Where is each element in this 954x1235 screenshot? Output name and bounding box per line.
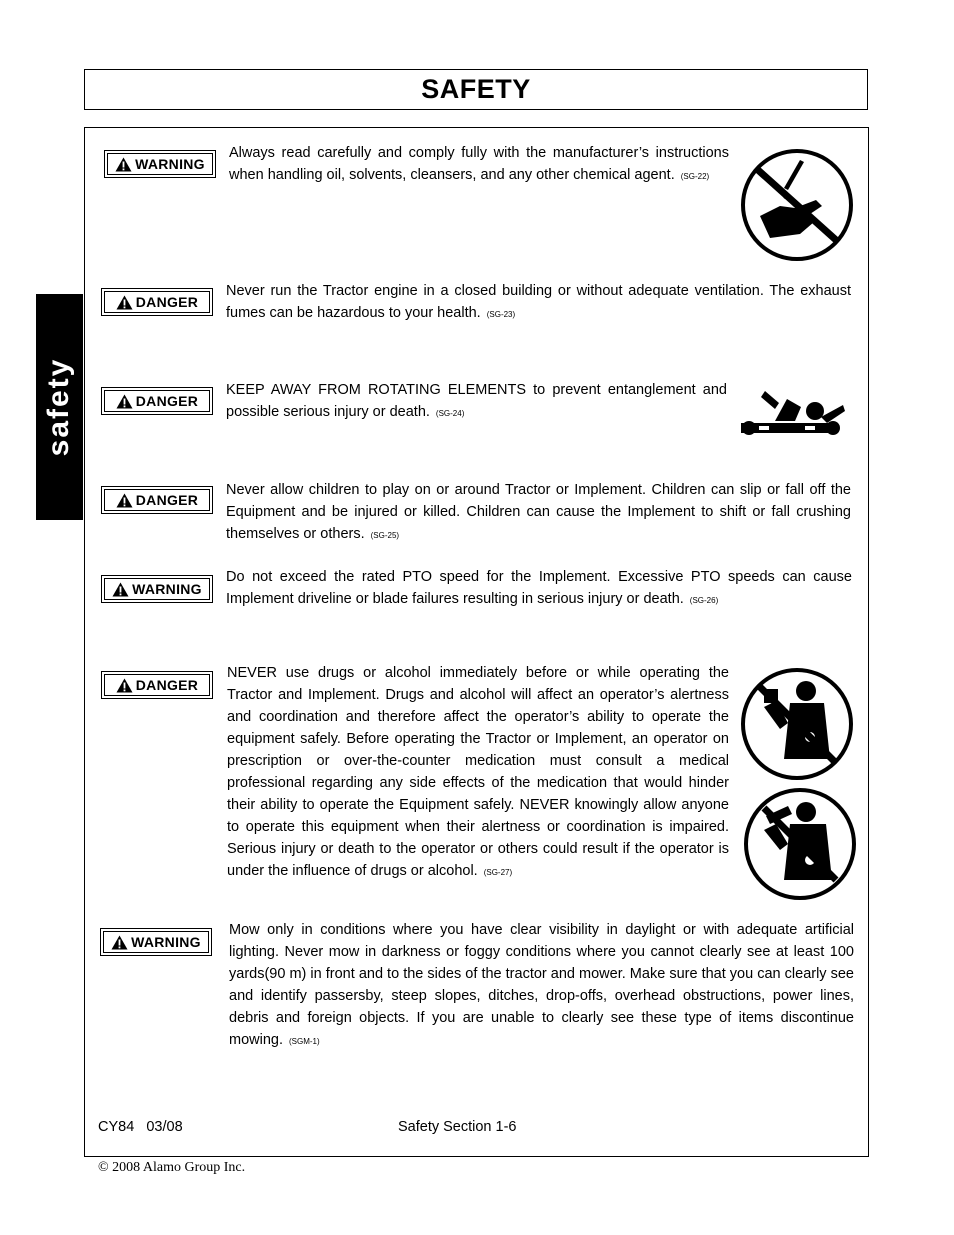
safety-message: Never run the Tractor engine in a closed building or without adequate ventilation. The exhaust fumes can be hazardous to your health. (SG-23) [226, 283, 851, 321]
entanglement-hazard-icon [735, 387, 847, 443]
sign-word: WARNING [132, 581, 202, 597]
chemical-hand-prohibited-icon [740, 148, 854, 262]
danger-sign [101, 671, 213, 699]
warning-sign [100, 928, 212, 956]
safety-message: NEVER use drugs or alcohol immediately before or while operating the Tractor and Implement. Drugs and alcohol will affect an operator’s alertness and coordination and therefore affect the operator’s ability to operate the equipment safely. Before operating the Tractor or Implement, an operator on prescription or over-the-counter medication must consult a medical professional regarding any side effects of the medication that would hinder their ability to operate the Equipment safely. NEVER knowingly allow anyone to operate this equipment when their alertness or coordination is impaired. Serious injury or death to the operator or others could result if the operator is under the influence of drugs or alcohol. (SG-27) [227, 665, 729, 879]
danger-sign [101, 288, 213, 316]
safety-code: (SG-25) [370, 531, 400, 540]
side-tab-label: safety [42, 357, 75, 457]
sign-word: WARNING [131, 934, 201, 950]
sign-word: DANGER [135, 294, 199, 310]
warning-sign [101, 575, 213, 603]
danger-sign [101, 387, 213, 415]
safety-code: (SG-22) [680, 172, 710, 181]
safety-code: (SG-23) [486, 310, 516, 319]
alert-triangle-icon [111, 935, 128, 950]
safety-message: Do not exceed the rated PTO speed for the Implement. Excessive PTO speeds can cause Implement driveline or blade failures resulting in serious injury or death. (SG-26) [226, 569, 852, 607]
safety-message: KEEP AWAY FROM ROTATING ELEMENTS to prevent entanglement and possible serious injury or death. (SG-24) [226, 382, 727, 420]
section-side-tab [36, 294, 83, 520]
sign-word: WARNING [135, 156, 205, 172]
copyright: © 2008 Alamo Group Inc. [98, 1160, 246, 1175]
footer-section: Safety Section 1-6 [398, 1119, 517, 1135]
sign-word: DANGER [135, 677, 199, 693]
sign-word: DANGER [135, 492, 199, 508]
alert-triangle-icon [116, 295, 133, 310]
no-drugs-icon [740, 667, 854, 781]
sign-word: DANGER [135, 393, 199, 409]
safety-message: Always read carefully and comply fully with the manufacturer’s instructions when handling oil, solvents, cleansers, and any other chemical agent. (SG-22) [229, 145, 729, 183]
alert-triangle-icon [116, 394, 133, 409]
warning-sign [104, 150, 216, 178]
safety-code: (SG-24) [435, 409, 465, 418]
safety-message: Never allow children to play on or around Tractor or Implement. Children can slip or fall off the Equipment and be injured or killed. Children can cause the Implement to shift or fall crushing themselves or others. (SG-25) [226, 482, 851, 542]
danger-sign [101, 486, 213, 514]
safety-code: (SGM-1) [289, 1037, 320, 1046]
footer-model-date: CY84 03/08 [98, 1119, 183, 1135]
page-header [84, 69, 868, 110]
alert-triangle-icon [115, 157, 132, 172]
safety-code: (SG-26) [689, 596, 719, 605]
alert-triangle-icon [116, 493, 133, 508]
alert-triangle-icon [112, 582, 129, 597]
safety-message: Mow only in conditions where you have clear visibility in daylight or with adequate artificial lighting. Never mow in darkness or foggy conditions where you cannot clearly see at least 100 yards(90 m) in front and to the sides of the tractor and mower. Make sure that you can clearly see and identify passersby, steep slopes, ditches, drop-offs, overhead obstructions, power lines, debris and foreign objects. If you are unable to clearly see these type of items discontinue mowing. (SGM-1) [229, 922, 854, 1048]
alert-triangle-icon [116, 678, 133, 693]
page-title: SAFETY [421, 74, 531, 104]
no-alcohol-icon [744, 786, 856, 902]
safety-code: (SG-27) [483, 868, 513, 877]
